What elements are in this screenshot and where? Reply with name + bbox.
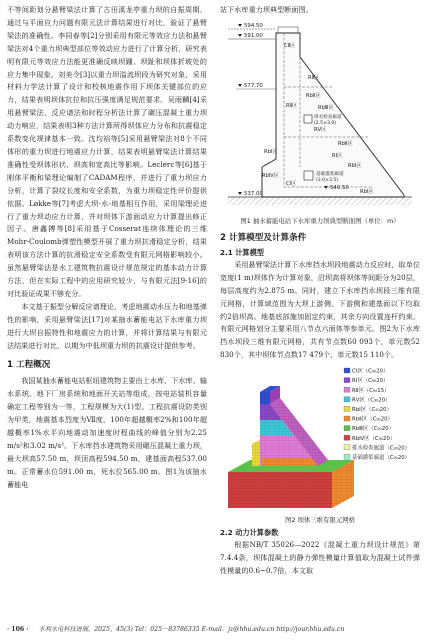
legend-swatch [344, 416, 350, 421]
legend-swatch [344, 445, 350, 450]
zone-label-rbiv: RbⅣ区 [262, 172, 279, 179]
elevation-water-label: 591.00 [244, 32, 263, 39]
page-footer [7, 624, 420, 633]
zone-label-rbiii: RbⅢ区 [318, 104, 334, 111]
zone-label-rbii-b: RbⅡ区 [338, 140, 353, 147]
subsection-heading-2-2: 2.2 动力计算参数 [220, 528, 279, 538]
zone-label-rv: RⅤ区 [314, 126, 327, 133]
legend-swatch [344, 407, 350, 412]
elevation-marker-icon [238, 24, 242, 27]
left-column [7, 4, 207, 492]
legend-swatch [344, 435, 350, 440]
fe-mesh-legend [344, 367, 410, 461]
zone-label-rbii: RbⅡ区 [306, 92, 321, 99]
legend-swatch [344, 378, 350, 383]
paragraph-calc-model: 采用悬臂梁法计算下水库挡水坝段地震动力反应时，取单位宽度(1 m)坝体作为计算对象，沿坝高将坝体等间距分为20层，每层高度约为2.875 m。同时，建立下水库挡水坝段三维有限元网格，计算域范围为大坝上游侧、下游侧和建基面以下均取约2倍坝高。地基底部施加固定约束，其余方向设置连杆约束。有限元网格划分主要采用八节点六面体等参单元。图2为下水库挡水坝段三维有限元网格，共有节点数60 093个，单元数52 830个，其中坝体节点数17 479个，单元数15 110个。 [220, 259, 420, 360]
crest-structure [278, 27, 298, 33]
zone-label-rii-b: RⅡ区 [286, 102, 298, 109]
zone-label-ri: RⅠ区 [332, 152, 343, 159]
foundation-hatch [228, 197, 412, 205]
page-number: · 106 · [7, 626, 29, 633]
elevation-540-label: 540.50 [330, 184, 349, 191]
subsection-heading-2-1: 2.1 计算模型 [220, 247, 264, 257]
legend-label: RbⅣ区（C₉₀20） [352, 435, 396, 442]
figure-1-caption: 图1 抽水蓄能电站下水库重力坝典型断面图（单位：m） [240, 216, 400, 225]
elevation-marker-icon [238, 192, 242, 195]
drainage-gallery-label-2: (2.5×3.0) [314, 120, 337, 126]
paragraph-continuation: 站下水库重力坝典型断面图。 [220, 5, 313, 14]
zone-label-rbi-b: RbⅠ区 [348, 162, 362, 169]
elevation-marker-icon [238, 84, 242, 87]
legend-swatch [344, 397, 350, 402]
paragraph-intro-review: 不等间距划分悬臂梁法计算了古田溪龙亭重力坝的自振周期，通过与平面应力问题有限元法计算结果进行对比，验证了悬臂梁法的准确性。李同春等[2]分别采用有限元等效应力法和悬臂梁法对4个重力坝典型部位等效动应力进行了计算分析，研究表明有限元等效应力法能更准确反映坝踵、坝趾和坝体折坡处的应力集中现象。刘美令[3]以重力坝溢流坝段为研究对象，采用材料力学法计算了设计和校核地震作用下坝体关键部位的应力，结果表明坝体抗拉和抗压强度满足规范要求。吴雨麟[4]采用悬臂梁法、反应谱法和时程分析法计算了碾压混凝土重力坝动力响应，结果表明3种方法计算所得坝体应力分布和抗震稳定系数变化规律基本一致。沈均裕等[5]采用悬臂梁法对8个不同体形的重力坝进行地震应力计算，结果表明悬臂梁法计算结果准确性受坝体形状、坝高和宽高比等影响。Leclerc等[6]基于刚体平衡和梁理论编制了CADAM程序，并进行了重力坝应力分析，计算了裂纹长度和安全系数，为重力坝稳定性评价提供依据。Løkke等[7]考虑大坝-水-地基相互作用，采用梁理论进行了重力坝动应力计算，并对坝体下游面动应力计算提出修正因子。唐鑫搏等[8]采用基于Cosserat连续体理论的三维Mohr-Coulomb弹塑性模型开展了重力坝抗滑稳定分析，结果表明该方法计算的抗滑稳定安全系数受有限元网格影响较小。虽然悬臂梁法是水工建筑物抗震设计规范规定的基本动力计算方法，但在实际工程中的应用研究较少，与有限元法[9-16]的对比验证成果不够充分。 [7, 5, 207, 298]
zone-label-rbi: RbⅠ区 [264, 148, 278, 155]
paragraph-dynamic-params: 根据NB/T 35026—2022《混凝土重力坝设计规范》第7.4.4条，坝体混凝土的静力弹性模量计算值取为混凝土试件弹性模量的0.6~0.7倍，本文取 [220, 540, 420, 575]
paragraph-project-overview: 我国某抽水蓄能电站枢纽建筑物主要由上水库、下水库、输水系统、地下厂房系统和地面开关站等组成，按电站装机容量确定工程等别为一等，工程规模为大(1)型。工程抗震设防类别为甲类，地震基本烈度为Ⅶ度，100年超越概率2%和100年超越概率1%水平向地震动加速度时程曲线的峰值分别为2.25 m/s²和3.02 m/s²。下水库挡水建筑物采用碾压混凝土重力坝，最大坝高57.50 m，坝顶高程594.50 m，建基面高程537.00 m。正常蓄水位591.00 m，死水位565.00 m。图1为该抽水蓄能电 [7, 376, 207, 489]
legend-label: RⅡ区（C₉₀15） [352, 387, 390, 394]
zone-label-rii: RⅡ区 [308, 74, 320, 81]
legend-label: CⅠ区（C₉₀20） [352, 368, 389, 375]
drainage-gallery-label-1: 排水检查廊道 [314, 114, 342, 120]
grouting-gallery-label-1: 基础灌浆廊道 [316, 171, 344, 177]
legend-label: RbⅡ区（C₉₀20） [352, 416, 393, 423]
legend-swatch [344, 455, 350, 460]
zone-label-rbi-c: RbⅠ区 [360, 188, 374, 195]
figure-1-dam-section [222, 17, 418, 213]
grouting-gallery-label-2: (3.0×3.5) [316, 177, 339, 183]
legend-swatch [344, 387, 350, 392]
zone-label-ci: CⅠ区 [286, 180, 297, 187]
legend-label: RⅤ区（C₉₀20） [352, 397, 391, 404]
section-heading-1: 1 工程概况 [7, 360, 51, 371]
figure-2-fe-mesh [222, 362, 418, 512]
elevation-marker-icon [238, 34, 242, 37]
legend-swatch [344, 368, 350, 373]
legend-label: 排水检查廊道（C₉₀20） [352, 445, 411, 452]
legend-swatch [344, 426, 350, 431]
zone-label-cii: CⅡ区 [284, 42, 296, 49]
paragraph-intro-purpose: 本文基于振型分解反应谱理论，考虑地震动水压力和地基弹性的影响，采用悬臂梁法[17]对某抽水蓄能电站下水库重力坝进行大坝自振特性和地震应力的计算，并将计算结果与有限元法结果进行对比，以期为中低坝重力坝的抗震设计提供参考。 [7, 301, 207, 350]
section-heading-2: 2 计算模型及计算条件 [220, 232, 307, 243]
elevation-577-label: 577.70 [244, 82, 263, 89]
journal-info: 水利水电科技进展，2025，45(3) Tel：025－83786335 E-mail：jz@hhu.edu.cn http://jour.hhu.edu.cn [38, 626, 345, 633]
legend-label: RⅠ区（C₉₀20） [352, 378, 389, 385]
legend-label: 基础灌浆廊道（C₉₀20） [352, 455, 411, 462]
right-column [220, 4, 420, 578]
grouting-gallery [304, 171, 313, 180]
legend-label: RbⅠ区（C₉₀20） [352, 407, 392, 414]
elevation-top-label: 594.50 [244, 22, 263, 29]
drainage-gallery [304, 115, 312, 123]
figure-2-caption: 图2 坝体三维有限元网格 [284, 516, 355, 525]
legend-label: RbⅢ区（C₉₀20） [352, 426, 395, 433]
elevation-537-label: 537.00 [244, 190, 263, 197]
